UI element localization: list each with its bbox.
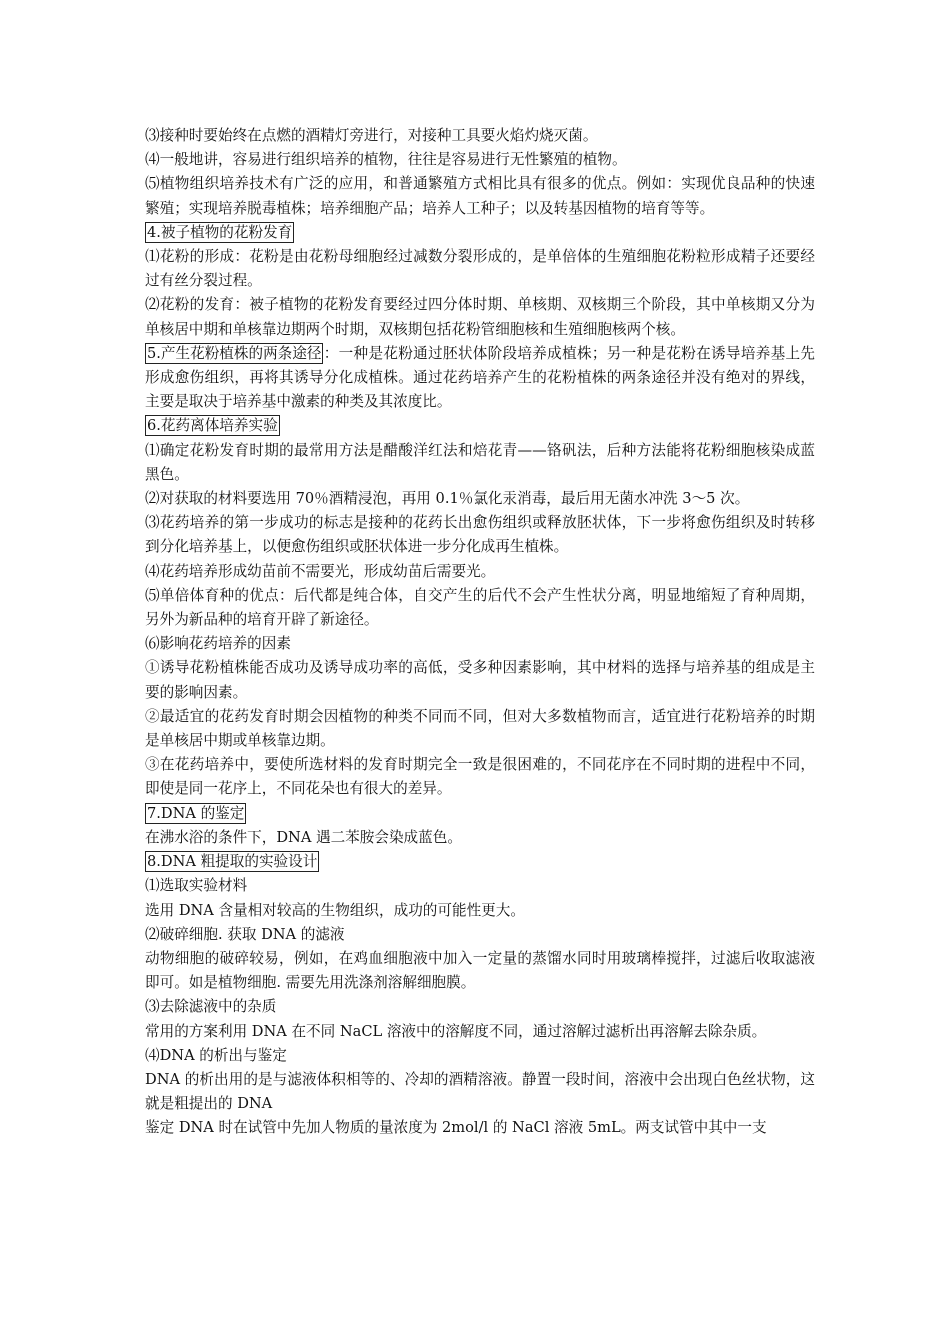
section-6-paragraph-5: ⑸单倍体育种的优点：后代都是纯合体，自交产生的后代不会产生性状分离，明显地缩短了育种周期，另外为新品种的培育开辟了新途径。 (145, 586, 815, 629)
section-6-paragraph-4: ⑷花药培养形成幼苗前不需要光，形成幼苗后需要光。 (145, 562, 496, 580)
section-8-paragraph-9: 鉴定 DNA 时在试管中先加人物质的量浓度为 2mol/l 的 NaCl 溶液 5mL。两支试管中其中一支 (145, 1119, 767, 1137)
section-8-paragraph-5: ⑶去除滤液中的杂质 (145, 998, 277, 1016)
document-page (145, 124, 815, 1141)
section-8-paragraph-7: ⑷DNA 的析出与鉴定 (145, 1046, 287, 1064)
paragraph-tissue-culture-5: ⑸植物组织培养技术有广泛的应用，和普通繁殖方式相比具有很多的优点。例如：实现优良品种的快速繁殖；实现培养脱毒植株；培养细胞产品；培养人工种子；以及转基因植物的培育等等。 (145, 175, 815, 217)
section-6-paragraph-9: ③在花药培养中，要使所选材料的发育时期完全一致是很困难的，不同花序在不同时期的进程中不同，即使是同一花序上，不同花朵也有很大的差异。 (145, 756, 815, 798)
section-4 (145, 221, 815, 245)
section-6-paragraph-8: ②最适宜的花药发育时期会因植物的种类不同而不同，但对大多数植物而言，适宜进行花粉培养的时期是单核居中期或单核靠边期。 (145, 707, 815, 750)
section-7-paragraph-1: 在沸水浴的条件下，DNA 遇二苯胺会染成蓝色。 (145, 828, 462, 846)
section-5 (145, 342, 815, 415)
section-5-text: ：一种是花粉通过胚状体阶段培养成植株；另一种是花粉在诱导培养基上先形成愈伤组织，再将其诱导分化成植株。通过花药培养产生的花粉植株的两条途径并没有绝对的界线，主要是取决于培养基中激素的种类及其浓度比。 (145, 344, 815, 411)
section-6 (145, 414, 815, 438)
section-6-paragraph-7: ①诱导花粉植株能否成功及诱导成功率的高低，受多种因素影响，其中材料的选择与培养基的组成是主要的影响因素。 (145, 659, 815, 701)
section-4-paragraph-1: ⑴花粉的形成：花粉是由花粉母细胞经过减数分裂形成的，是单倍体的生殖细胞花粉粒形成精子还要经过有丝分裂过程。 (145, 248, 815, 290)
section-8-paragraph-8: DNA 的析出用的是与滤液体积相等的、冷却的酒精溶液。静置一段时间，溶液中会出现白色丝状物，这就是粗提出的 DNA (145, 1070, 815, 1113)
section-6-paragraph-3: ⑶花药培养的第一步成功的标志是接种的花药长出愈伤组织或释放胚状体，下一步将愈伤组织及时转移到分化培养基上，以便愈伤组织或胚状体进一步分化成再生植株。 (145, 514, 815, 556)
section-5-heading: 5.产生花粉植株的两条途径 (147, 344, 322, 362)
section-8-paragraph-2: 选用 DNA 含量相对较高的生物组织，成功的可能性更大。 (145, 901, 525, 919)
section-8-heading: 8.DNA 粗提取的实验设计 (147, 853, 318, 871)
section-4-heading: 4.被子植物的花粉发育 (147, 223, 293, 241)
section-6-paragraph-6: ⑹影响花药培养的因素 (145, 635, 291, 653)
section-6-paragraph-1: ⑴确定花粉发育时期的最常用方法是醋酸洋红法和焙花青——铬矾法，后种方法能将花粉细胞核染成蓝黑色。 (145, 441, 815, 483)
paragraph-tissue-culture-4: ⑷一般地讲，容易进行组织培养的植物，往往是容易进行无性繁殖的植物。 (145, 151, 627, 169)
section-8-paragraph-1: ⑴选取实验材料 (145, 877, 248, 895)
section-8-paragraph-6: 常用的方案利用 DNA 在不同 NaCL 溶液中的溶解度不同，通过溶解过滤析出再溶解去除杂质。 (145, 1022, 767, 1040)
section-8-paragraph-4: 动物细胞的破碎较易，例如，在鸡血细胞液中加入一定量的蒸馏水同时用玻璃棒搅拌，过滤后收取滤液即可。如是植物细胞. 需要先用洗涤剂溶解细胞膜。 (145, 949, 815, 992)
section-8-paragraph-3: ⑵破碎细胞. 获取 DNA 的滤液 (145, 925, 345, 943)
section-4-paragraph-2: ⑵花粉的发育：被子植物的花粉发育要经过四分体时期、单核期、双核期三个阶段，其中单核期又分为单核居中期和单核靠边期两个时期，双核期包括花粉管细胞核和生殖细胞核两个核。 (145, 296, 815, 338)
section-6-paragraph-2: ⑵对获取的材料要选用 70％酒精浸泡，再用 0.1％氯化汞消毒，最后用无菌水冲洗 3～5 次。 (145, 490, 750, 508)
section-7 (145, 802, 815, 826)
section-6-heading: 6.花药离体培养实验 (147, 417, 278, 435)
paragraph-tissue-culture-3: ⑶接种时要始终在点燃的酒精灯旁进行，对接种工具要火焰灼烧灭菌。 (145, 127, 598, 144)
section-7-heading: 7.DNA 的鉴定 (147, 804, 245, 822)
section-8 (145, 850, 815, 874)
